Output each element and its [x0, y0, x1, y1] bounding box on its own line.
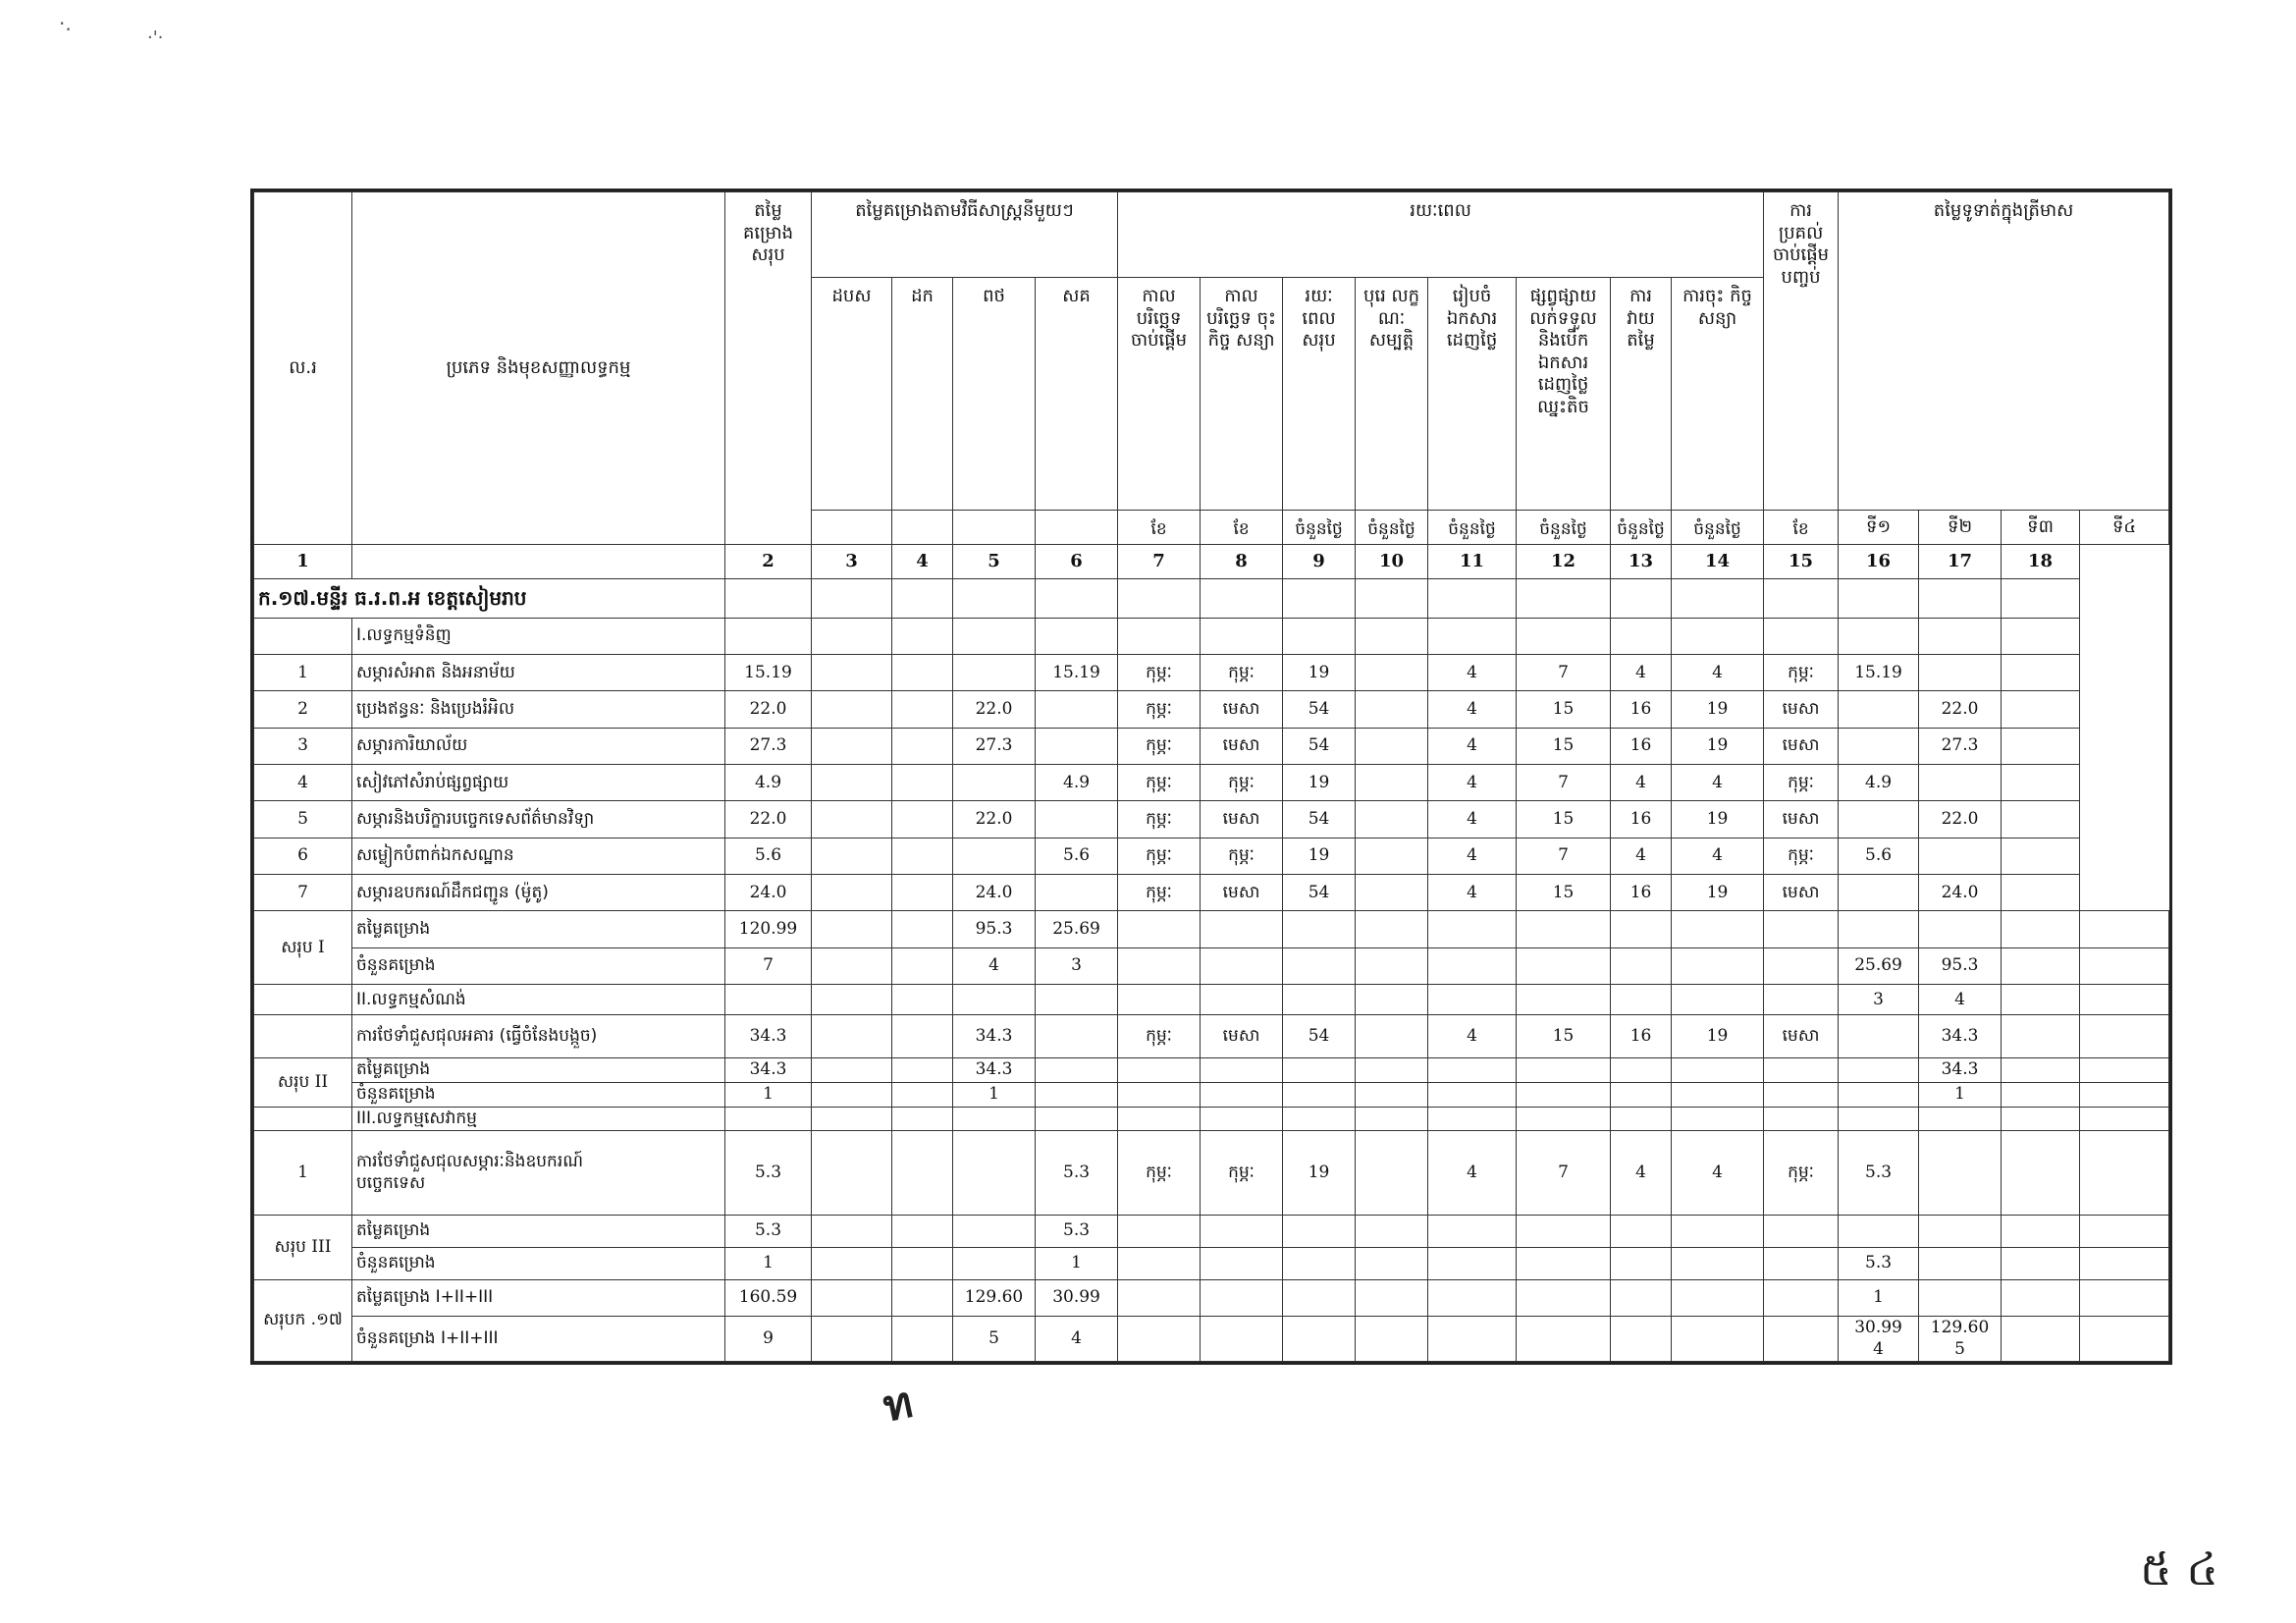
subtotal-q1: 5.3 — [1839, 1247, 1919, 1279]
grand-q2 — [1919, 1317, 2002, 1362]
item-q1: 5.6 — [1839, 838, 1919, 874]
item-evaluation: 4 — [1611, 765, 1672, 801]
grand-count: 9 — [725, 1317, 812, 1362]
item-signing: 19 — [1672, 691, 1764, 728]
table-row — [254, 1015, 2169, 1058]
item-prepare: 4 — [1428, 691, 1517, 728]
unit-days: ចំនួនថ្ងៃ — [1356, 510, 1428, 544]
item-contract: មេសា — [1201, 801, 1283, 838]
item-no: 6 — [254, 838, 352, 874]
header-evaluation: ការ វាយ តម្លៃ — [1611, 278, 1672, 511]
item-contract: កុម្ភៈ — [1201, 1131, 1283, 1215]
item-evaluation: 16 — [1611, 801, 1672, 838]
column-number: 10 — [1356, 544, 1428, 578]
column-number: 8 — [1201, 544, 1283, 578]
unit-days: ចំនួនថ្ងៃ — [1517, 510, 1611, 544]
item-handover: មេសា — [1764, 728, 1839, 764]
item-start: កុម្ភៈ — [1118, 765, 1201, 801]
unit-days: ចំនួនថ្ងៃ — [1283, 510, 1356, 544]
item-q1: 5.3 — [1839, 1131, 1919, 1215]
item-duration: 19 — [1283, 655, 1356, 691]
item-sk — [1036, 691, 1118, 728]
item-description: សម្លៀកបំពាក់ឯកសណ្ឋាន — [352, 838, 725, 874]
item-total: 4.9 — [725, 765, 812, 801]
unit-month: ខែ — [1118, 510, 1201, 544]
item-duration: 19 — [1283, 765, 1356, 801]
header-q2: ទី២ — [1919, 510, 2002, 544]
item-publish: 15 — [1517, 801, 1611, 838]
grand-count-label: ចំនួនគម្រោង I+II+III — [352, 1317, 725, 1362]
item-signing: 19 — [1672, 801, 1764, 838]
item-dk — [892, 691, 953, 728]
handwritten-initial: ท — [879, 1377, 918, 1433]
item-contract: មេសា — [1201, 875, 1283, 911]
item-sk: 15.19 — [1036, 655, 1118, 691]
unit-days: ចំនួនថ្ងៃ — [1611, 510, 1672, 544]
item-q1 — [1839, 801, 1919, 838]
item-start: កុម្ភៈ — [1118, 1015, 1201, 1058]
header-method-sk: សគ — [1036, 278, 1118, 511]
header-q1: ទី១ — [1839, 510, 1919, 544]
item-start: កុម្ភៈ — [1118, 728, 1201, 764]
item-signing: 19 — [1672, 728, 1764, 764]
column-number: 2 — [725, 544, 812, 578]
item-sk: 5.3 — [1036, 1131, 1118, 1215]
item-prequal — [1356, 875, 1428, 911]
item-total: 34.3 — [725, 1015, 812, 1058]
subtotal-label: សរុប II — [254, 1057, 352, 1107]
header-no: ល.រ — [254, 192, 352, 545]
column-number: 11 — [1428, 544, 1517, 578]
subtotal-count: 1 — [725, 1082, 812, 1107]
item-pt: 34.3 — [953, 1015, 1036, 1058]
item-signing: 4 — [1672, 1131, 1764, 1215]
subtotal-cost: 5.3 — [725, 1215, 812, 1247]
header-prepare-docs: រៀបចំ ឯកសារ ដេញថ្លៃ — [1428, 278, 1517, 511]
header-prequalification: បុរេ លក្ខ ណៈ សម្បត្តិ — [1356, 278, 1428, 511]
column-number: 17 — [1919, 544, 2002, 578]
unit-empty — [953, 510, 1036, 544]
goods-section-title: I.លទ្ធកម្មទំនិញ — [352, 618, 725, 654]
procurement-plan-table — [253, 191, 2169, 1362]
item-description: សម្ភារឧបករណ៍ដឹកជញ្ជូន (ម៉ូតូ) — [352, 875, 725, 911]
item-publish: 7 — [1517, 765, 1611, 801]
item-total: 22.0 — [725, 801, 812, 838]
item-prepare: 4 — [1428, 728, 1517, 764]
subtotal-count-pt: 1 — [953, 1082, 1036, 1107]
subtotal-label: សរុប III — [254, 1215, 352, 1279]
column-number: 4 — [892, 544, 953, 578]
item-evaluation: 16 — [1611, 691, 1672, 728]
procurement-plan-sheet — [250, 189, 2172, 1365]
item-start: កុម្ភៈ — [1118, 875, 1201, 911]
item-publish: 15 — [1517, 728, 1611, 764]
item-handover: មេសា — [1764, 1015, 1839, 1058]
subtotal-row — [254, 911, 2169, 947]
item-evaluation: 4 — [1611, 838, 1672, 874]
item-start: កុម្ភៈ — [1118, 838, 1201, 874]
item-dk — [892, 801, 953, 838]
item-q2 — [1919, 765, 2002, 801]
item-signing: 4 — [1672, 838, 1764, 874]
item-dk — [892, 838, 953, 874]
grand-q1-cost: 30.99 — [1854, 1318, 1902, 1338]
header-q4: ទី៤ — [2080, 510, 2169, 544]
table-row — [254, 838, 2169, 874]
item-sk: 4.9 — [1036, 765, 1118, 801]
item-duration: 54 — [1283, 801, 1356, 838]
item-dbs — [812, 801, 892, 838]
grand-cost-label: តម្លៃគម្រោង I+II+III — [352, 1279, 725, 1316]
item-total: 22.0 — [725, 691, 812, 728]
header-timeline-group: រយៈពេល — [1118, 192, 1764, 278]
item-q2: 27.3 — [1919, 728, 2002, 764]
item-pt: 27.3 — [953, 728, 1036, 764]
item-publish: 7 — [1517, 655, 1611, 691]
item-description: សៀវភៅសំរាប់ផ្សព្វផ្សាយ — [352, 765, 725, 801]
subtotal-row — [254, 1247, 2169, 1279]
header-method-dbs: ដបស — [812, 278, 892, 511]
item-q3 — [2002, 728, 2080, 764]
subtotal-q1-count: 3 — [1839, 985, 1919, 1015]
item-q1: 4.9 — [1839, 765, 1919, 801]
column-number: 15 — [1764, 544, 1839, 578]
item-q1 — [1839, 728, 1919, 764]
item-prequal — [1356, 691, 1428, 728]
item-duration: 54 — [1283, 691, 1356, 728]
section-title: ក.១៧.មន្ទីរ ធ.រ.ព.អ ខេត្តសៀមរាប — [254, 579, 725, 618]
item-handover: កុម្ភៈ — [1764, 838, 1839, 874]
subtotal-q2-count: 1 — [1919, 1082, 2002, 1107]
item-contract: មេសា — [1201, 1015, 1283, 1058]
column-number: 6 — [1036, 544, 1118, 578]
grand-total-row — [254, 1279, 2169, 1316]
item-publish: 7 — [1517, 838, 1611, 874]
subtotal-cost-sk: 5.3 — [1036, 1215, 1118, 1247]
item-total: 5.6 — [725, 838, 812, 874]
item-no: 7 — [254, 875, 352, 911]
item-q1 — [1839, 875, 1919, 911]
stray-mark: ·. — [59, 12, 72, 35]
item-q3 — [2002, 691, 2080, 728]
subtotal-q2: 95.3 — [1919, 947, 2002, 984]
table-row — [254, 765, 2169, 801]
subtotal-row — [254, 947, 2169, 984]
item-signing: 19 — [1672, 875, 1764, 911]
header-contract-signing: ការចុះ កិច្ចសន្យា — [1672, 278, 1764, 511]
item-prepare: 4 — [1428, 875, 1517, 911]
item-pt: 24.0 — [953, 875, 1036, 911]
item-evaluation: 4 — [1611, 655, 1672, 691]
item-q3 — [2002, 875, 2080, 911]
item-q3 — [2002, 655, 2080, 691]
item-prepare: 4 — [1428, 1015, 1517, 1058]
item-contract: មេសា — [1201, 691, 1283, 728]
subtotal-count: 7 — [725, 947, 812, 984]
subtotal-cost: 120.99 — [725, 911, 812, 947]
unit-empty — [1036, 510, 1118, 544]
header-method-dk: ដក — [892, 278, 953, 511]
works-section-title: II.លទ្ធកម្មសំណង់ — [352, 985, 725, 1015]
item-contract: មេសា — [1201, 728, 1283, 764]
subtotal-q1: 25.69 — [1839, 947, 1919, 984]
table-row — [254, 655, 2169, 691]
item-description: សម្ភារការិយាល័យ — [352, 728, 725, 764]
page-number: ៥ ៤ — [2140, 1542, 2218, 1596]
column-number: 14 — [1672, 544, 1764, 578]
table-row — [254, 691, 2169, 728]
item-evaluation: 16 — [1611, 875, 1672, 911]
item-q1 — [1839, 691, 1919, 728]
grand-q2-cost: 129.60 — [1930, 1318, 1990, 1338]
header-total-duration: រយៈ ពេល សរុប — [1283, 278, 1356, 511]
subtotal-cost-pt: 34.3 — [953, 1057, 1036, 1082]
table-row — [254, 801, 2169, 838]
item-q2: 22.0 — [1919, 801, 2002, 838]
item-evaluation: 4 — [1611, 1131, 1672, 1215]
subtotal-cost-label: តម្លៃគម្រោង — [352, 1215, 725, 1247]
item-prepare: 4 — [1428, 1131, 1517, 1215]
subtotal-cost-label: តម្លៃគម្រោង — [352, 911, 725, 947]
column-number-row — [254, 544, 2169, 578]
header-method-pt: ពថ — [953, 278, 1036, 511]
column-number: 13 — [1611, 544, 1672, 578]
item-sk — [1036, 875, 1118, 911]
item-duration: 19 — [1283, 838, 1356, 874]
column-number: 5 — [953, 544, 1036, 578]
grand-q2-count: 5 — [1954, 1338, 1965, 1359]
item-contract: កុម្ភៈ — [1201, 765, 1283, 801]
header-total-cost: តម្លៃ គម្រោង សរុប — [725, 192, 812, 545]
item-dbs — [812, 838, 892, 874]
header-quarter-group: តម្លៃទូទាត់ក្នុងត្រីមាស — [1839, 192, 2169, 511]
item-start: កុម្ភៈ — [1118, 655, 1201, 691]
item-prequal — [1356, 765, 1428, 801]
item-q2: 22.0 — [1919, 691, 2002, 728]
grand-total-label: សរុបក .១៧ — [254, 1279, 352, 1361]
item-prequal — [1356, 655, 1428, 691]
services-section-title: III.លទ្ធកម្មសេវាកម្ម — [352, 1107, 725, 1131]
item-start: កុម្ភៈ — [1118, 691, 1201, 728]
item-prepare: 4 — [1428, 801, 1517, 838]
item-q1: 15.19 — [1839, 655, 1919, 691]
item-prepare: 4 — [1428, 765, 1517, 801]
item-no: 4 — [254, 765, 352, 801]
item-duration: 54 — [1283, 1015, 1356, 1058]
subtotal-count-sk: 3 — [1036, 947, 1118, 984]
header-publish-docs: ផ្សព្វផ្សាយ លក់ទទួល និងបើក ឯកសារ ដេញថ្លៃ ឈ្នះតិច — [1517, 278, 1611, 511]
item-sk — [1036, 728, 1118, 764]
item-dbs — [812, 655, 892, 691]
item-q3 — [2002, 838, 2080, 874]
header-method-group: តម្លៃគម្រោងតាមវិធីសាស្ត្រនីមួយៗ — [812, 192, 1118, 278]
item-pt: 22.0 — [953, 691, 1036, 728]
grand-cost-sk: 30.99 — [1036, 1279, 1118, 1316]
item-publish: 15 — [1517, 875, 1611, 911]
item-duration: 19 — [1283, 1131, 1356, 1215]
item-no: 1 — [254, 1131, 352, 1215]
item-total: 27.3 — [725, 728, 812, 764]
unit-days: ចំនួនថ្ងៃ — [1672, 510, 1764, 544]
column-number: 18 — [2002, 544, 2080, 578]
item-no: 5 — [254, 801, 352, 838]
item-q2: 24.0 — [1919, 875, 2002, 911]
item-description-line: ការថែទាំជួសជុលសម្ភារៈនិងឧបករណ៍ — [356, 1152, 583, 1172]
item-publish: 15 — [1517, 1015, 1611, 1058]
item-description: សម្ភារសំអាត និងអនាម័យ — [352, 655, 725, 691]
subtotal-row — [254, 1057, 2169, 1082]
item-contract: កុម្ភៈ — [1201, 838, 1283, 874]
item-prepare: 4 — [1428, 838, 1517, 874]
subtotal-count-sk: 1 — [1036, 1247, 1118, 1279]
item-description: ការថែទាំជួសជុលអគារ (ធ្វើចំនែងបង្កួច) — [352, 1015, 725, 1058]
unit-days: ចំនួនថ្ងៃ — [1428, 510, 1517, 544]
subtotal-cost: 34.3 — [725, 1057, 812, 1082]
grand-cost: 160.59 — [725, 1279, 812, 1316]
subtotal-count-pt: 4 — [953, 947, 1036, 984]
header-handover: ការ ប្រគល់ ចាប់ផ្ដើម បញ្ចប់ — [1764, 192, 1839, 511]
item-no: 1 — [254, 655, 352, 691]
table-row — [254, 875, 2169, 911]
subtotal-count-label: ចំនួនគម្រោង — [352, 947, 725, 984]
item-q2 — [1919, 838, 2002, 874]
subtotal-row — [254, 1215, 2169, 1247]
item-pt — [953, 765, 1036, 801]
subtotal-cost-sk: 25.69 — [1036, 911, 1118, 947]
item-evaluation: 16 — [1611, 728, 1672, 764]
subtotal-cost-pt: 95.3 — [953, 911, 1036, 947]
item-evaluation: 16 — [1611, 1015, 1672, 1058]
item-prequal — [1356, 728, 1428, 764]
item-handover: កុម្ភៈ — [1764, 765, 1839, 801]
item-dk — [892, 655, 953, 691]
stray-mark: ·'· — [147, 27, 164, 48]
item-prequal — [1356, 838, 1428, 874]
item-dk — [892, 875, 953, 911]
item-handover: កុម្ភៈ — [1764, 1131, 1839, 1215]
item-sk: 5.6 — [1036, 838, 1118, 874]
subtotal-q2-count: 4 — [1919, 985, 2002, 1015]
unit-month: ខែ — [1764, 510, 1839, 544]
item-description: សម្ភារនិងបរិក្ខារបច្ចេកទេសព័ត៌មានវិទ្យា — [352, 801, 725, 838]
item-handover: កុម្ភៈ — [1764, 655, 1839, 691]
header-start-date: កាល បរិច្ឆេទ ចាប់ផ្ដើម — [1118, 278, 1201, 511]
item-signing: 4 — [1672, 655, 1764, 691]
grand-count-sk: 4 — [1036, 1317, 1118, 1362]
item-no: 2 — [254, 691, 352, 728]
item-dk — [892, 765, 953, 801]
column-number: 9 — [1283, 544, 1356, 578]
item-pt — [953, 838, 1036, 874]
item-dbs — [812, 875, 892, 911]
item-start: កុម្ភៈ — [1118, 1131, 1201, 1215]
column-number: 16 — [1839, 544, 1919, 578]
item-signing: 4 — [1672, 765, 1764, 801]
item-dk — [892, 728, 953, 764]
grand-q1-prev: 1 — [1839, 1279, 1919, 1316]
item-prepare: 4 — [1428, 655, 1517, 691]
header-contract-date: កាល បរិច្ឆេទ ចុះកិច្ច សន្យា — [1201, 278, 1283, 511]
column-number: 1 — [254, 544, 352, 578]
item-total: 15.19 — [725, 655, 812, 691]
item-description: ប្រេងឥន្ធនៈ និងប្រេងរំអិល — [352, 691, 725, 728]
goods-rows — [254, 655, 2169, 911]
item-handover: មេសា — [1764, 801, 1839, 838]
item-dbs — [812, 728, 892, 764]
item-pt — [953, 655, 1036, 691]
grand-q1 — [1839, 1317, 1919, 1362]
item-description — [352, 1131, 725, 1215]
grand-q1-count: 4 — [1873, 1338, 1884, 1359]
item-contract: កុម្ភៈ — [1201, 655, 1283, 691]
grand-count-pt: 5 — [953, 1317, 1036, 1362]
item-sk — [1036, 801, 1118, 838]
subtotal-count-label: ចំនួនគម្រោង — [352, 1082, 725, 1107]
item-no: 3 — [254, 728, 352, 764]
unit-month: ខែ — [1201, 510, 1283, 544]
column-number: 12 — [1517, 544, 1611, 578]
item-description-line: បច្ចេកទេស — [356, 1172, 426, 1193]
table-row — [254, 1131, 2169, 1215]
grand-cost-pt: 129.60 — [953, 1279, 1036, 1316]
item-publish: 15 — [1517, 691, 1611, 728]
item-total: 24.0 — [725, 875, 812, 911]
item-q2 — [1919, 655, 2002, 691]
header-q3: ទី៣ — [2002, 510, 2080, 544]
column-number: 3 — [812, 544, 892, 578]
subtotal-q2: 34.3 — [1919, 1057, 2002, 1082]
subtotal-row — [254, 1082, 2169, 1107]
item-prequal — [1356, 801, 1428, 838]
unit-empty — [812, 510, 892, 544]
item-pt: 22.0 — [953, 801, 1036, 838]
table-row — [254, 728, 2169, 764]
subtotal-count: 1 — [725, 1247, 812, 1279]
item-q2: 34.3 — [1919, 1015, 2002, 1058]
subtotal-cost-label: តម្លៃគម្រោង — [352, 1057, 725, 1082]
subtotal-label: សរុប I — [254, 911, 352, 985]
item-publish: 7 — [1517, 1131, 1611, 1215]
item-start: កុម្ភៈ — [1118, 801, 1201, 838]
subtotal-count-label: ចំនួនគម្រោង — [352, 1247, 725, 1279]
item-handover: មេសា — [1764, 691, 1839, 728]
item-q3 — [2002, 801, 2080, 838]
item-signing: 19 — [1672, 1015, 1764, 1058]
item-dbs — [812, 765, 892, 801]
column-number: 7 — [1118, 544, 1201, 578]
item-dbs — [812, 691, 892, 728]
item-handover: មេសា — [1764, 875, 1839, 911]
grand-total-row — [254, 1317, 2169, 1362]
item-total: 5.3 — [725, 1131, 812, 1215]
item-q3 — [2002, 765, 2080, 801]
item-duration: 54 — [1283, 875, 1356, 911]
item-duration: 54 — [1283, 728, 1356, 764]
unit-empty — [892, 510, 953, 544]
header-description: ប្រភេទ និងមុខសញ្ញាលទ្ធកម្ម — [352, 192, 725, 545]
